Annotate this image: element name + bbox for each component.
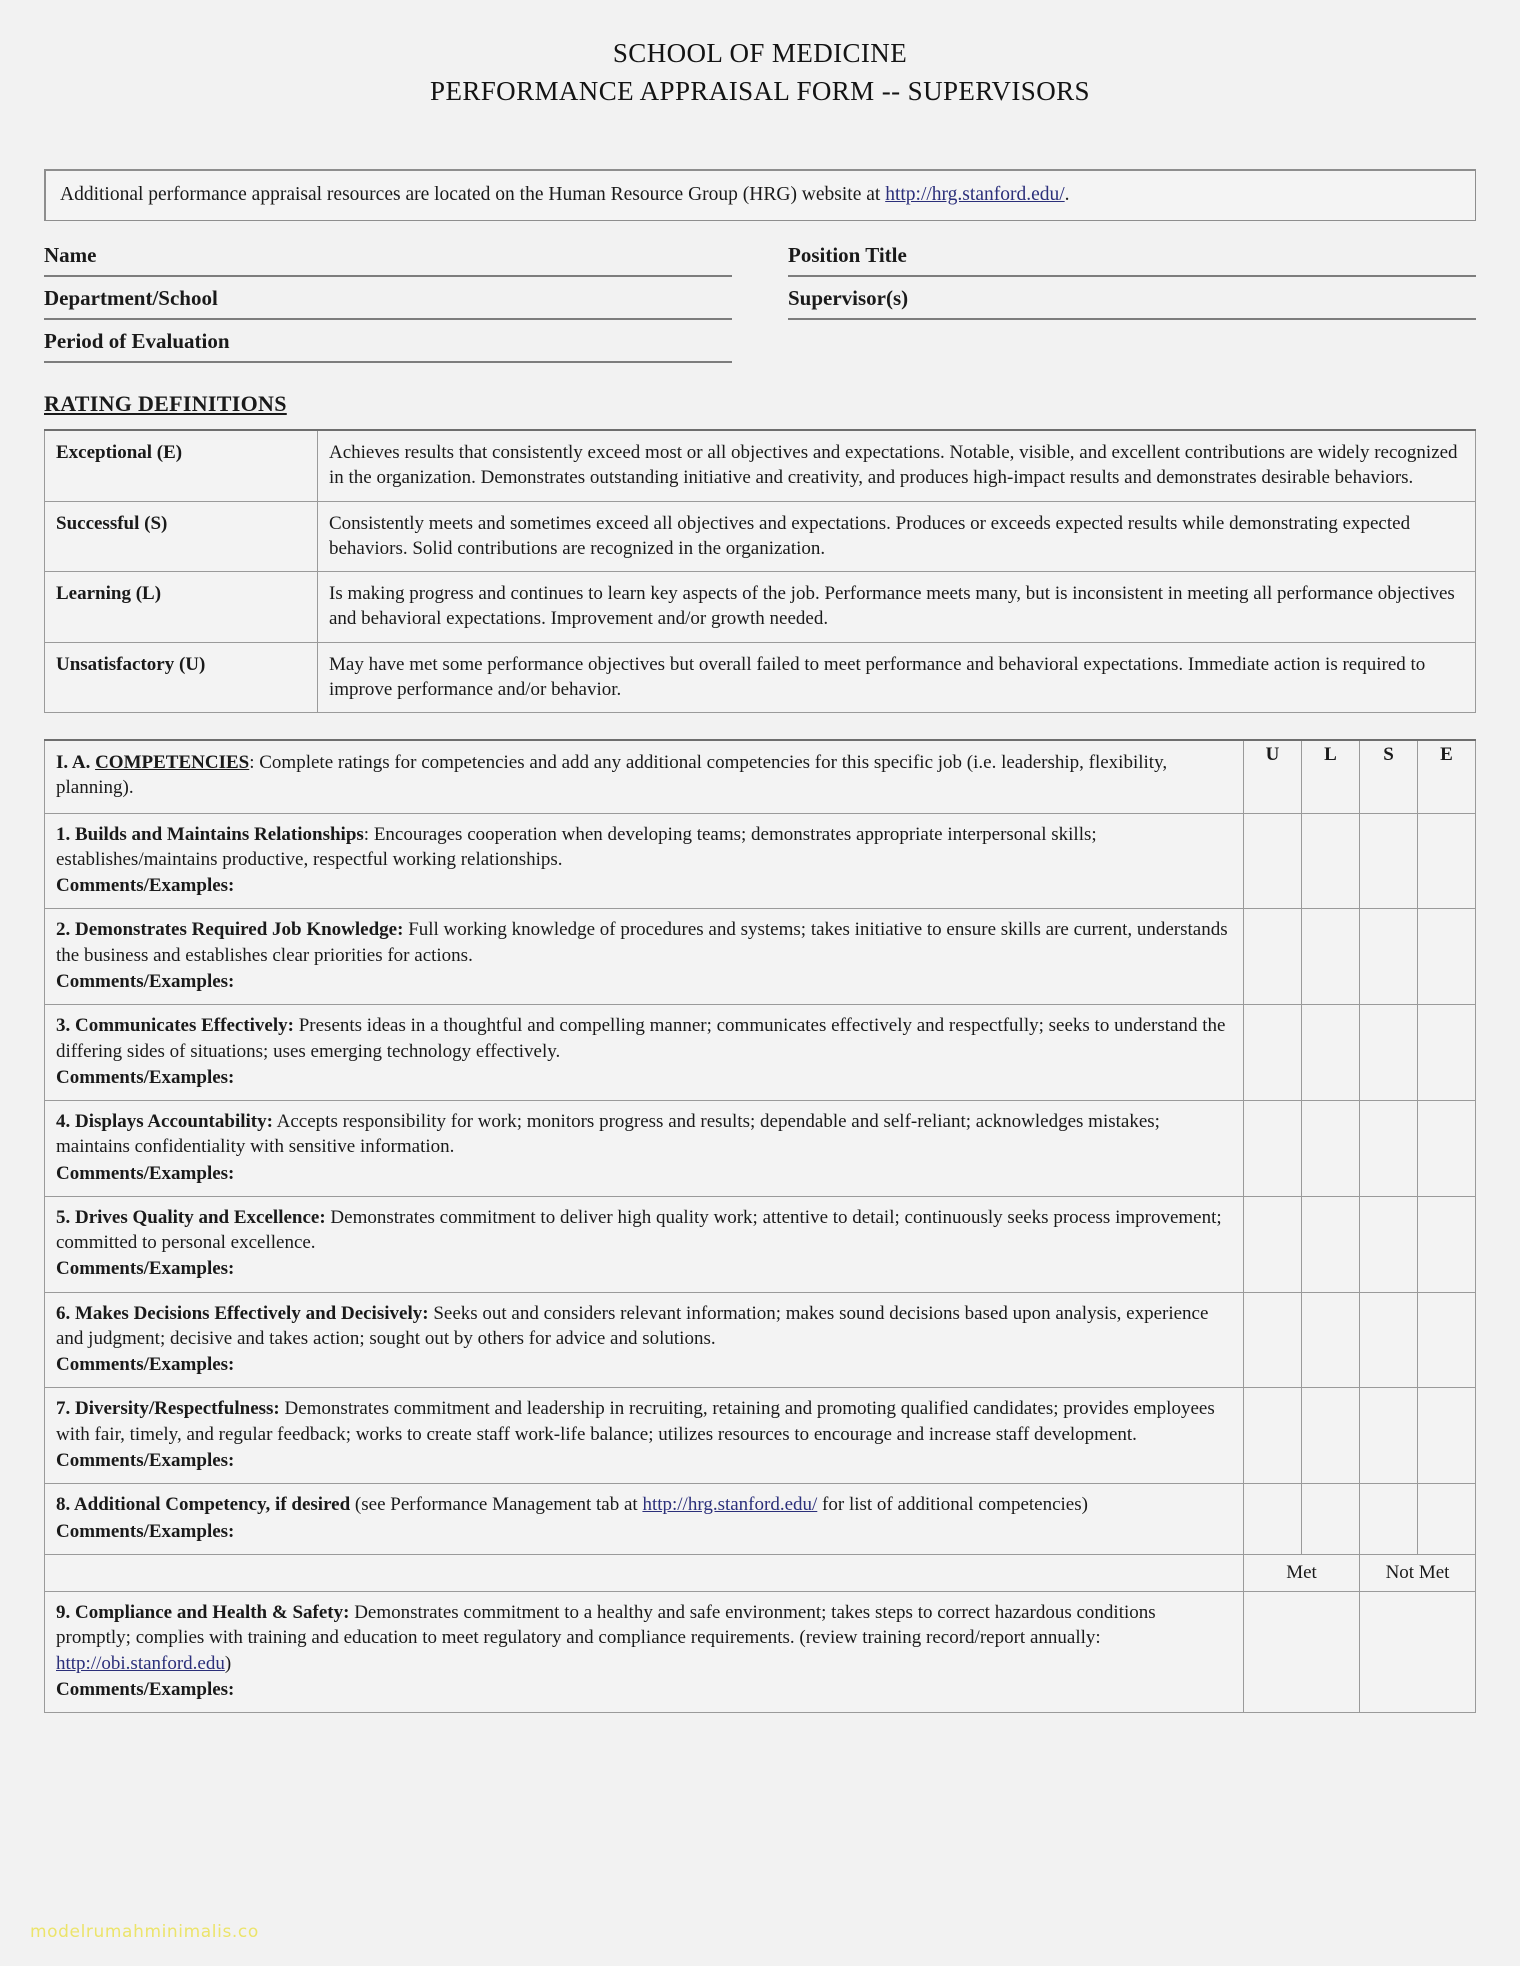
rating-definitions-heading: RATING DEFINITIONS bbox=[44, 391, 287, 416]
identity-fields bbox=[44, 243, 1476, 363]
competency-5-rating-e[interactable] bbox=[1418, 1196, 1476, 1292]
competency-9-text-before: Demonstrates commitment to a healthy and safe environment; takes steps to correct hazardous conditions promptly; complies with training and education to meet regulatory and compliance requirements. (review training record/report annually: bbox=[56, 1602, 1156, 1649]
competency-4-comments-label[interactable]: Comments/Examples: bbox=[56, 1162, 235, 1184]
competency-2-comments-label[interactable]: Comments/Examples: bbox=[56, 970, 235, 992]
resources-notice bbox=[44, 169, 1476, 221]
competency-item-4 bbox=[45, 1101, 1244, 1197]
position-title-label: Position Title bbox=[788, 243, 907, 267]
competency-3-rating-u[interactable] bbox=[1244, 1005, 1302, 1101]
table-row bbox=[45, 1592, 1476, 1713]
competency-5-title: Drives Quality and Excellence: bbox=[75, 1206, 326, 1228]
identity-row-3 bbox=[44, 329, 1476, 363]
competency-7-comments-label[interactable]: Comments/Examples: bbox=[56, 1449, 235, 1471]
watermark: modelrumahminimalis.co bbox=[30, 1922, 259, 1942]
competency-3-title: Communicates Effectively: bbox=[75, 1015, 294, 1037]
competency-4-number: 4. bbox=[56, 1111, 75, 1133]
competency-9-title: Compliance and Health & Safety: bbox=[75, 1602, 350, 1624]
competency-5-rating-u[interactable] bbox=[1244, 1196, 1302, 1292]
competency-7-title: Diversity/Respectfulness: bbox=[75, 1398, 280, 1420]
table-row bbox=[45, 1196, 1476, 1292]
competency-1-rating-u[interactable] bbox=[1244, 813, 1302, 909]
competency-3-number: 3. bbox=[56, 1015, 75, 1037]
competency-item-9 bbox=[45, 1592, 1244, 1713]
competency-1-description: : Encourages cooperation when developing teams; demonstrates appropriate interpersonal skills; establishes/maintains productive, respectful working relationships. bbox=[56, 823, 1097, 870]
rating-column-header-l: L bbox=[1302, 740, 1360, 813]
competency-7-rating-e[interactable] bbox=[1418, 1388, 1476, 1484]
competency-item-3 bbox=[45, 1005, 1244, 1101]
competency-1-rating-s[interactable] bbox=[1360, 813, 1418, 909]
competency-2-title: Demonstrates Required Job Knowledge: bbox=[75, 919, 404, 941]
competencies-intro-underlined: COMPETENCIES bbox=[95, 752, 250, 774]
competency-5-comments-label[interactable]: Comments/Examples: bbox=[56, 1258, 235, 1280]
rating-definition-successful: Consistently meets and sometimes exceed all objectives and expectations. Produces or exceeds expected results while demonstrating expected behaviors. Solid contributions are recognized in the organization. bbox=[318, 501, 1476, 572]
competency-3-description: Presents ideas in a thoughtful and compelling manner; communicates effectively and respectfully; seeks to understand the differing sides of situations; uses emerging technology effectively. bbox=[56, 1015, 1226, 1062]
competency-8-rating-e[interactable] bbox=[1418, 1484, 1476, 1555]
competencies-table bbox=[44, 739, 1476, 1713]
competency-2-rating-s[interactable] bbox=[1360, 909, 1418, 1005]
competency-7-description: Demonstrates commitment and leadership in recruiting, retaining and promoting qualified candidates; provides employees with fair, timely, and regular feedback; works to create staff work-life balance; utilizes resources to encourage and increase staff development. bbox=[56, 1398, 1215, 1445]
competency-9-met-checkbox[interactable] bbox=[1244, 1592, 1360, 1713]
competency-4-description: Accepts responsibility for work; monitors progress and results; dependable and self-reliant; acknowledges mistakes; maintains confidentiality with sensitive information. bbox=[56, 1111, 1160, 1158]
title-line-2: PERFORMANCE APPRAISAL FORM -- SUPERVISORS bbox=[430, 76, 1090, 107]
period-of-evaluation-field[interactable] bbox=[44, 329, 732, 363]
competency-3-comments-label[interactable]: Comments/Examples: bbox=[56, 1066, 235, 1088]
competency-item-7 bbox=[45, 1388, 1244, 1484]
competency-6-comments-label[interactable]: Comments/Examples: bbox=[56, 1354, 235, 1376]
supervisors-label: Supervisor(s) bbox=[788, 286, 909, 310]
competency-3-rating-l[interactable] bbox=[1302, 1005, 1360, 1101]
table-row bbox=[45, 1388, 1476, 1484]
competency-5-description: Demonstrates commitment to deliver high quality work; attentive to detail; continuously seeks process improvement; committed to personal excellence. bbox=[56, 1206, 1222, 1254]
competency-5-rating-s[interactable] bbox=[1360, 1196, 1418, 1292]
competency-7-rating-s[interactable] bbox=[1360, 1388, 1418, 1484]
competency-3-rating-e[interactable] bbox=[1418, 1005, 1476, 1101]
competency-2-rating-u[interactable] bbox=[1244, 909, 1302, 1005]
table-row bbox=[45, 1005, 1476, 1101]
competency-3-rating-s[interactable] bbox=[1360, 1005, 1418, 1101]
competency-8-rating-u[interactable] bbox=[1244, 1484, 1302, 1555]
competency-6-number: 6. bbox=[56, 1302, 75, 1324]
competency-9-text-after: ) bbox=[224, 1652, 232, 1674]
competency-6-rating-u[interactable] bbox=[1244, 1292, 1302, 1388]
rating-term-exceptional: Exceptional (E) bbox=[45, 430, 318, 501]
table-row bbox=[45, 430, 1476, 501]
competencies-intro bbox=[45, 740, 1244, 813]
competency-8-text-after: for list of additional competencies) bbox=[817, 1494, 1088, 1516]
rating-column-header-u: U bbox=[1244, 740, 1302, 813]
competency-4-rating-s[interactable] bbox=[1360, 1101, 1418, 1197]
rating-column-header-e: E bbox=[1418, 740, 1476, 813]
competencies-header-row bbox=[45, 740, 1476, 813]
rating-term-unsatisfactory: Unsatisfactory (U) bbox=[45, 642, 318, 713]
competency-4-rating-e[interactable] bbox=[1418, 1101, 1476, 1197]
competency-9-not-met-checkbox[interactable] bbox=[1360, 1592, 1476, 1713]
competency-2-number: 2. bbox=[56, 919, 75, 941]
department-school-field[interactable] bbox=[44, 286, 732, 320]
notice-text-before: Additional performance appraisal resources are located on the Human Resource Group (HRG) website at bbox=[60, 183, 886, 205]
department-school-label: Department/School bbox=[44, 286, 218, 310]
met-notmet-header-row bbox=[45, 1554, 1476, 1591]
identity-row-2 bbox=[44, 286, 1476, 320]
competency-6-description: Seeks out and considers relevant information; makes sound decisions based upon analysis, experience and judgment; decisive and takes action; sought out by others for advice and solutions. bbox=[56, 1302, 1209, 1349]
competency-8-rating-s[interactable] bbox=[1360, 1484, 1418, 1555]
document-title bbox=[44, 34, 1476, 111]
notice-text-after: . bbox=[1064, 183, 1070, 205]
not-met-column-header: Not Met bbox=[1360, 1554, 1476, 1591]
competency-4-rating-u[interactable] bbox=[1244, 1101, 1302, 1197]
table-row bbox=[45, 572, 1476, 643]
competency-8-title: Additional Competency, if desired bbox=[73, 1494, 351, 1516]
rating-term-learning: Learning (L) bbox=[45, 572, 318, 643]
competency-6-title: Makes Decisions Effectively and Decisively: bbox=[75, 1302, 429, 1324]
table-row bbox=[45, 1292, 1476, 1388]
obi-training-record-link[interactable]: http://obi.stanford.edu bbox=[56, 1652, 225, 1674]
rating-column-header-s: S bbox=[1360, 740, 1418, 813]
competency-8-rating-l[interactable] bbox=[1302, 1484, 1360, 1555]
competency-7-rating-l[interactable] bbox=[1302, 1388, 1360, 1484]
position-title-field[interactable] bbox=[788, 243, 1476, 277]
competency-1-comments-label[interactable]: Comments/Examples: bbox=[56, 875, 235, 897]
name-field[interactable] bbox=[44, 243, 732, 277]
competency-2-rating-e[interactable] bbox=[1418, 909, 1476, 1005]
competency-item-8 bbox=[45, 1484, 1244, 1555]
competency-8-text-before: (see Performance Management tab at bbox=[350, 1494, 643, 1516]
hrg-website-link[interactable]: http://hrg.stanford.edu/ bbox=[885, 183, 1065, 205]
competency-6-rating-e[interactable] bbox=[1418, 1292, 1476, 1388]
competency-item-5 bbox=[45, 1196, 1244, 1292]
competency-8-comments-label[interactable]: Comments/Examples: bbox=[56, 1520, 235, 1542]
competencies-intro-body: : Complete ratings for competencies and add any additional competencies for this specific job (i.e. leadership, flexibility, planning). bbox=[56, 752, 1168, 799]
competency-1-title: Builds and Maintains Relationships bbox=[75, 823, 364, 845]
met-column-header: Met bbox=[1244, 1554, 1360, 1591]
table-row bbox=[45, 909, 1476, 1005]
competency-7-number: 7. bbox=[56, 1398, 75, 1420]
competency-item-1 bbox=[45, 813, 1244, 909]
rating-definition-exceptional: Achieves results that consistently exceed most or all objectives and expectations. Notable, visible, and excellent contributions are widely recognized in the organization. Demonstrates outstanding initiative and creativity, and produces high-impact results and demonstrates desirable behaviors. bbox=[318, 430, 1476, 501]
rating-definitions-table bbox=[44, 429, 1476, 713]
table-row bbox=[45, 1101, 1476, 1197]
title-line-1: SCHOOL OF MEDICINE bbox=[612, 38, 908, 68]
competency-6-rating-s[interactable] bbox=[1360, 1292, 1418, 1388]
competency-item-6 bbox=[45, 1292, 1244, 1388]
competency-5-rating-l[interactable] bbox=[1302, 1196, 1360, 1292]
competency-item-2 bbox=[45, 909, 1244, 1005]
period-of-evaluation-label: Period of Evaluation bbox=[44, 329, 230, 353]
rating-term-successful: Successful (S) bbox=[45, 501, 318, 572]
competency-9-number: 9. bbox=[56, 1602, 75, 1624]
table-row bbox=[45, 642, 1476, 713]
competency-6-rating-l[interactable] bbox=[1302, 1292, 1360, 1388]
table-row bbox=[45, 501, 1476, 572]
identity-spacer bbox=[788, 329, 1476, 363]
rating-definition-unsatisfactory: May have met some performance objectives but overall failed to meet performance and behavioral expectations. Immediate action is required to improve performance and/or behavior. bbox=[318, 642, 1476, 713]
competency-8-number: 8. bbox=[56, 1494, 74, 1516]
hrg-performance-management-link[interactable]: http://hrg.stanford.edu/ bbox=[642, 1494, 818, 1516]
rating-definition-learning: Is making progress and continues to learn key aspects of the job. Performance meets many, but is inconsistent in meeting all performance objectives and behavioral expectations. Improvement and/or growth needed. bbox=[318, 572, 1476, 643]
competency-2-description: Full working knowledge of procedures and systems; takes initiative to ensure skills are current, understands the business and establishes clear priorities for actions. bbox=[56, 919, 1228, 966]
met-notmet-spacer bbox=[45, 1554, 1244, 1591]
competency-7-rating-u[interactable] bbox=[1244, 1388, 1302, 1484]
competency-1-rating-e[interactable] bbox=[1418, 813, 1476, 909]
table-row bbox=[45, 1484, 1476, 1555]
competency-5-number: 5. bbox=[56, 1206, 75, 1228]
competency-4-rating-l[interactable] bbox=[1302, 1101, 1360, 1197]
competency-9-comments-label[interactable]: Comments/Examples: bbox=[56, 1678, 235, 1700]
competencies-intro-prefix: I. A. bbox=[56, 752, 96, 774]
name-label: Name bbox=[44, 243, 97, 267]
competency-1-rating-l[interactable] bbox=[1302, 813, 1360, 909]
identity-row-1 bbox=[44, 243, 1476, 277]
competencies-section bbox=[44, 739, 1476, 1713]
competency-2-rating-l[interactable] bbox=[1302, 909, 1360, 1005]
supervisors-field[interactable] bbox=[788, 286, 1476, 320]
competency-1-number: 1. bbox=[56, 823, 75, 845]
table-row bbox=[45, 813, 1476, 909]
competency-4-title: Displays Accountability: bbox=[75, 1111, 273, 1133]
